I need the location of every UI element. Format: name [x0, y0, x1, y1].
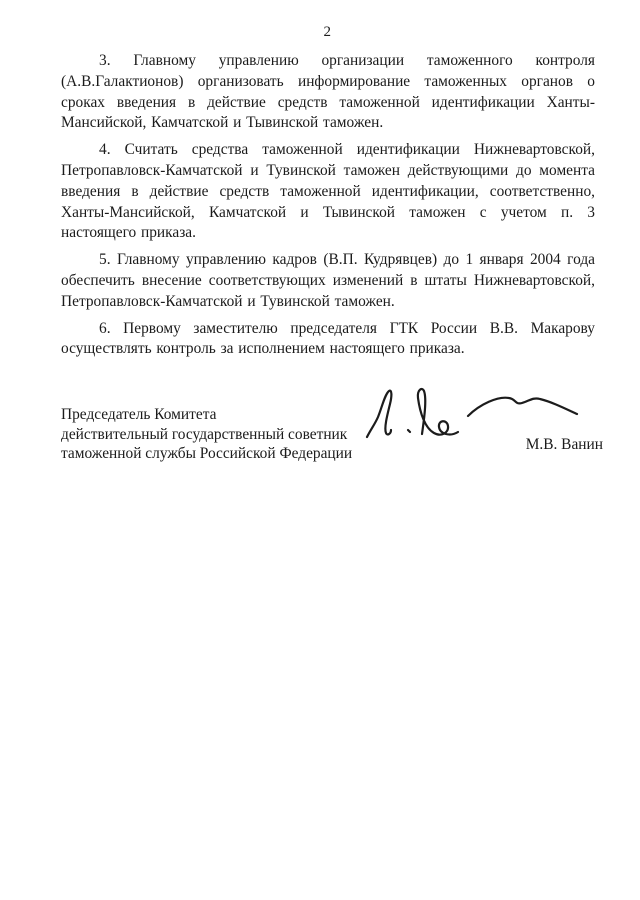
signature-block [61, 405, 603, 505]
signatory-name: М.В. Ванин [525, 436, 603, 454]
handwritten-signature-icon [364, 386, 580, 442]
paragraph-item-4: 4. Считать средства таможенной идентификации Нижневартовской, Петропавловск-Камчатской и Тувинской таможен действующими до момента введения в действие средств таможенной идентификации, соответственно, Ханты-Мансийской, Камчатской и Тывинской таможен с учетом п. 3 настоящего приказа. [61, 141, 595, 242]
paragraph-item-5: 5. Главному управлению кадров (В.П. Кудрявцев) до 1 января 2004 года обеспечить внесение соответствующих изменений в штаты Нижневартовской, Петропавловск-Камчатской и Тувинской таможен. [61, 251, 595, 310]
document-body [61, 51, 603, 505]
signatory-position-line: действительный государственный советник [61, 425, 348, 443]
signatory-position-line: таможенной службы Российской Федерации [61, 444, 353, 462]
paragraph-item-6: 6. Первому заместителю председателя ГТК России В.В. Макарову осуществлять контроль за исполнением настоящего приказа. [61, 319, 595, 358]
paragraph-item-3: 3. Главному управлению организации таможенного контроля (А.В.Галактионов) организовать информирование таможенных органов о сроках введения в действие средств таможенной идентификации Ханты-Мансийской, Камчатской и Тывинской таможен. [61, 52, 595, 132]
page-number: 2 [323, 24, 332, 40]
signatory-position-line: Председатель Комитета [61, 406, 217, 424]
